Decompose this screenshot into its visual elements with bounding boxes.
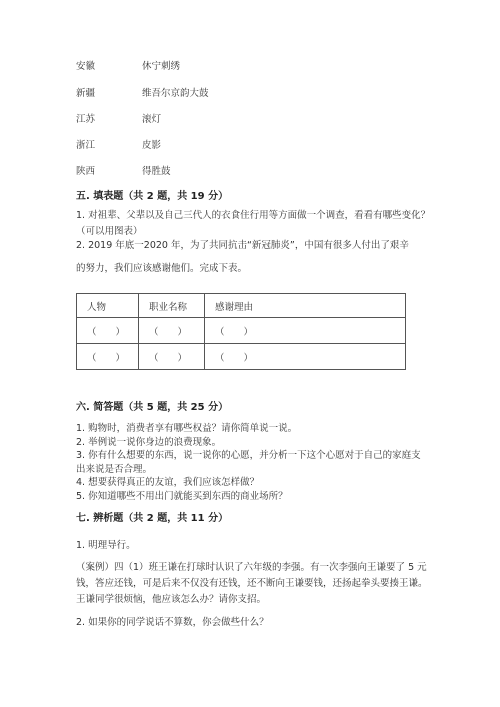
column-header: 职业名称 xyxy=(139,294,205,318)
matching-item: 得胜鼓 xyxy=(142,166,171,177)
table-row xyxy=(77,344,406,370)
blank-cell[interactable]: （ ） xyxy=(77,344,139,370)
question-text: 1. 对祖辈、父辈以及自己三代人的衣食住行用等方面做一个调查，看看有哪些变化？（可以用图表） xyxy=(76,210,431,237)
question-text: 1. 明理导行。 xyxy=(76,540,136,551)
question-text: 4. 想要获得真正的友谊，我们应该怎样做？ xyxy=(76,477,260,488)
blank-cell[interactable]: （ ） xyxy=(139,344,205,370)
blank-cell[interactable]: （ ） xyxy=(205,318,406,344)
matching-item: 维吾尔京韵大鼓 xyxy=(142,88,209,99)
matching-item: 皮影 xyxy=(142,140,162,151)
matching-item: 滚灯 xyxy=(142,114,162,125)
table-header-row xyxy=(77,294,406,318)
province-label: 浙江 xyxy=(76,140,96,151)
question-text: 3. 你有什么想要的东西，说一说你的心愿，并分析一下这个心愿对于自己的家庭支出来说是否合理。 xyxy=(76,450,421,475)
province-label: 新疆 xyxy=(76,88,96,99)
matching-item: 休宁刺绣 xyxy=(142,61,181,72)
province-label: 陕西 xyxy=(76,166,96,177)
question-text: 5. 你知道哪些不用出门就能买到东西的商业场所？ xyxy=(76,491,288,502)
blank-cell[interactable]: （ ） xyxy=(205,344,406,370)
province-label: 江苏 xyxy=(76,114,96,125)
question-text: 2. 举例说一说你身边的浪费现象。 xyxy=(76,437,222,448)
question-text: 2. 如果你的同学说话不算数，你会做些什么？ xyxy=(76,617,269,628)
section-title: 六. 简答题（共 5 题，共 25 分） xyxy=(76,402,229,413)
blank-cell[interactable]: （ ） xyxy=(77,318,139,344)
column-header: 感谢理由 xyxy=(205,294,406,318)
table-row xyxy=(77,318,406,344)
fill-in-table xyxy=(76,293,406,370)
question-text: 1. 购物时，消费者享有哪些权益？请你简单说一说。 xyxy=(76,423,298,434)
section-title: 七. 辨析题（共 2 题，共 11 分） xyxy=(76,513,229,524)
province-label: 安徽 xyxy=(76,61,96,72)
question-text: 的努力，我们应该感谢他们。完成下表。 xyxy=(76,263,248,274)
section-title: 五. 填表题（共 2 题，共 19 分） xyxy=(76,191,229,202)
blank-cell[interactable]: （ ） xyxy=(139,318,205,344)
column-header: 人物 xyxy=(77,294,139,318)
question-text: 2. 2019 年底一2020 年，为了共同抗击“新冠肺炎”，中国有很多人付出了艰辛 xyxy=(76,240,409,251)
case-text: （案例）四（1）班王谦在打球时认识了六年级的李强。有一次李强向王谦要了 5 元钱，答应还钱，可是后来不仅没有还钱，还不断向王谦要钱，还扬起拳头要揍王谦。王谦同学很烦恼，他应该怎么办？请你支招。 xyxy=(76,562,428,605)
